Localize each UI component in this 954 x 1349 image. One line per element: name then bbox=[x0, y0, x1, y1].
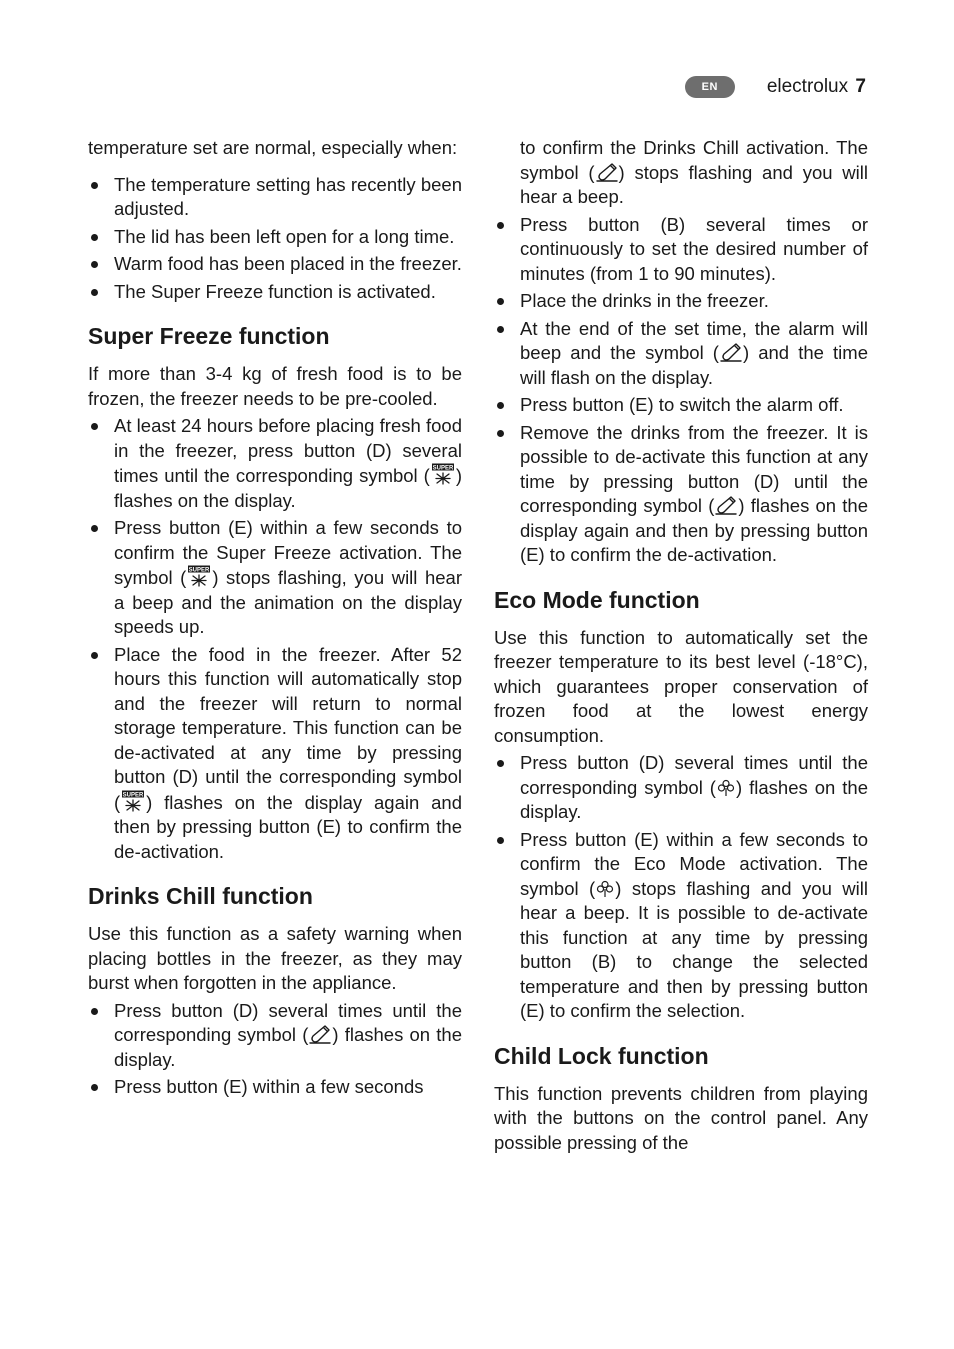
left-column bbox=[88, 136, 462, 1103]
step-text: Press button (E) within a few seconds to confirm the Eco Mode activation. The symbol ( bbox=[520, 828, 868, 899]
list-item bbox=[88, 999, 462, 1073]
step-text: Press button (E) within a few seconds to confirm the Super Freeze activation. The symbol ( bbox=[114, 517, 462, 588]
eco-mode-heading: Eco Mode function bbox=[494, 586, 700, 613]
list-item: The temperature setting has recently been adjusted. bbox=[88, 173, 462, 222]
step-text: ) flashes on the display. bbox=[114, 465, 462, 511]
list-item-continued bbox=[494, 136, 868, 210]
language-badge: EN bbox=[685, 76, 735, 98]
list-item: The Super Freeze function is activated. bbox=[88, 280, 462, 305]
step-text: At the end of the set time, the alarm will beep and the symbol ( bbox=[520, 317, 868, 363]
list-item bbox=[494, 828, 868, 1024]
step-text: Place the food in the freezer. After 52 hours this function will automatically stop and the freezer will return to normal storage temperature. This function can be de-activated at any time by pressing button (D) until the corresponding symbol ( bbox=[114, 643, 462, 813]
step-text: ) flashes on the display. bbox=[520, 776, 868, 822]
step-text: ) flashes on the display. bbox=[114, 1024, 462, 1070]
list-item: Press button (E) to switch the alarm off. bbox=[494, 393, 868, 418]
super-freeze-intro: If more than 3-4 kg of fresh food is to be frozen, the freezer needs to be pre-cooled. bbox=[88, 363, 462, 409]
drinks-chill-icon bbox=[596, 162, 618, 182]
step-text: Remove the drinks from the freezer. It is possible to de-activate this function at any time by pressing button (D) until the corresponding symbol ( bbox=[520, 421, 868, 516]
super-freeze-steps bbox=[88, 414, 462, 864]
page-number: 7 bbox=[855, 76, 866, 97]
drinks-chill-heading: Drinks Chill function bbox=[88, 883, 313, 909]
list-item: Warm food has been placed in the freezer. bbox=[88, 252, 462, 277]
list-item: Press button (E) within a few seconds bbox=[88, 1075, 462, 1100]
step-text: Press button (D) several times until the corresponding symbol ( bbox=[114, 999, 462, 1045]
child-lock-heading: Child Lock function bbox=[494, 1042, 709, 1069]
eco-mode-icon bbox=[596, 880, 614, 898]
child-lock-intro: This function prevents children from playing with the buttons on the control panel. Any possible pressing of the bbox=[494, 1082, 868, 1153]
conditions-list bbox=[88, 173, 462, 305]
drinks-chill-icon bbox=[715, 495, 737, 515]
list-item bbox=[494, 317, 868, 391]
page-header bbox=[685, 74, 866, 100]
step-text: ) stops flashing and you will hear a beep. It is possible to de-activate this function at any time by pressing button (B) to change the selected temperature and then by pressing button (E) to confirm the selection. bbox=[520, 877, 868, 1021]
drinks-chill-intro: Use this function as a safety warning when placing bottles in the freezer, as they may burst when forgotten in the appliance. bbox=[88, 923, 462, 993]
list-item bbox=[494, 751, 868, 825]
drinks-chill-steps bbox=[88, 999, 462, 1100]
eco-mode-icon bbox=[717, 779, 735, 797]
intro-paragraph: temperature set are normal, especially when: bbox=[88, 137, 458, 158]
list-item bbox=[494, 421, 868, 568]
brand-name: electrolux bbox=[766, 76, 849, 97]
list-item bbox=[88, 516, 462, 640]
super-freeze-heading: Super Freeze function bbox=[88, 323, 330, 349]
step-text: ) stops flashing, you will hear a beep and the animation on the display speeds up. bbox=[114, 567, 462, 637]
step-text: ) stops flashing and you will hear a beep. bbox=[520, 161, 868, 207]
list-item bbox=[88, 414, 462, 513]
eco-mode-intro: Use this function to automatically set the freezer temperature to its best level (-18°C), which guarantees proper conservation of frozen food at the lowest energy consumption. bbox=[494, 626, 868, 746]
super-freeze-icon bbox=[121, 790, 145, 812]
brand-and-page bbox=[767, 76, 866, 98]
list-item: The lid has been left open for a long time. bbox=[88, 225, 462, 250]
list-item: Press button (B) several times or continuously to set the desired number of minutes (from 1 to 90 minutes). bbox=[494, 213, 868, 287]
right-column bbox=[494, 136, 868, 1155]
step-text: ) flashes on the display again and then by pressing button (E) to confirm the de-activation. bbox=[114, 791, 462, 862]
step-text: ) flashes on the display again and then by pressing button (E) to confirm the de-activation. bbox=[520, 495, 868, 565]
drinks-chill-steps-continued bbox=[494, 136, 868, 568]
step-text: Press button (D) several times until the corresponding symbol ( bbox=[520, 752, 868, 798]
eco-mode-steps bbox=[494, 751, 868, 1024]
drinks-chill-icon bbox=[720, 342, 742, 362]
step-text: At least 24 hours before placing fresh food in the freezer, press button (D) several times until the corresponding symbol ( bbox=[114, 415, 462, 486]
list-item bbox=[88, 643, 462, 865]
super-freeze-icon bbox=[187, 565, 211, 587]
step-text: to confirm the Drinks Chill activation. The symbol ( bbox=[520, 137, 868, 183]
super-freeze-icon bbox=[431, 463, 455, 485]
list-item: Place the drinks in the freezer. bbox=[494, 289, 868, 314]
step-text: ) and the time will flash on the display. bbox=[520, 342, 868, 388]
drinks-chill-icon bbox=[309, 1024, 331, 1044]
